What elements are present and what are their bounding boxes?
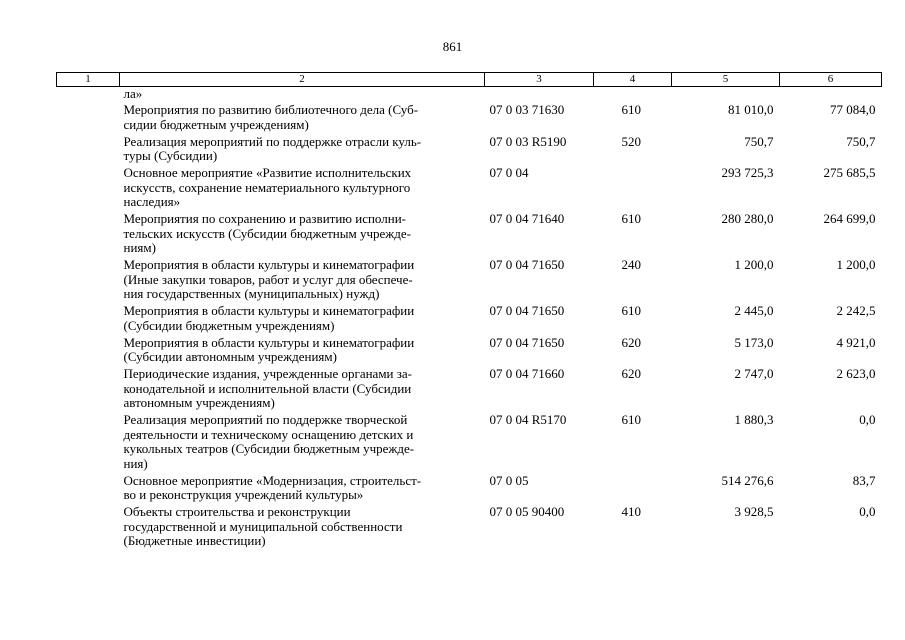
row-expense-type: 520 [621,133,641,149]
row-code: 07 0 04 71650 [489,303,565,318]
row-amount-1: 514 276,6 [721,472,774,488]
row-spacer-cell [57,258,120,304]
table-row [57,413,882,474]
row-spacer-cell [57,166,120,212]
row-name: Периодические издания, учрежденные органами за- конодательной и исполнительной власти (Субсидии автономным учреждениям) [123,366,412,410]
row-spacer-cell [57,212,120,258]
table-row [57,258,882,304]
row-code: 07 0 05 90400 [489,504,565,519]
row-amount-1: 293 725,3 [721,165,774,180]
row-name: Мероприятия по сохранению и развитию исполни- тельских искусств (Субсидии бюджетным учрежде- ниям) [123,211,411,255]
column-header-3: 3 [485,73,594,87]
row-code: 07 0 04 71650 [489,334,565,350]
row-amount-1: 1 200,0 [734,257,774,272]
row-amount-2: 1 200,0 [836,257,876,272]
row-expense-type [594,166,672,212]
row-spacer-cell [57,304,120,336]
column-header-6: 6 [780,73,882,87]
row-expense-type: 240 [621,257,641,272]
row-expense-type: 410 [621,504,641,519]
row-expense-type: 610 [621,303,641,318]
table-row [57,87,882,104]
row-amount-2: 2 623,0 [836,366,876,381]
row-amount-1: 5 173,0 [734,334,774,350]
table-row [57,135,882,167]
row-code: 07 0 04 [489,165,529,180]
row-amount-1: 81 010,0 [728,102,774,117]
row-amount-1: 280 280,0 [721,211,774,226]
row-name: ла» [123,86,143,101]
row-spacer-cell [57,505,120,551]
table-row [57,505,882,551]
row-spacer-cell [57,336,120,368]
row-expense-type [594,474,672,506]
row-expense-type: 610 [621,412,641,427]
table-row [57,304,882,336]
table-row [57,367,882,413]
page-number: 861 [442,39,463,54]
row-amount-2: 83,7 [852,472,876,488]
row-spacer-cell [57,367,120,413]
row-amount-1: 2 747,0 [734,366,774,381]
table-row [57,103,882,135]
row-code: 07 0 04 71660 [489,366,565,381]
header-row [57,73,882,87]
row-name: Объекты строительства и реконструкции государственной и муниципальной собственности (Бюджетные инвестиции) [123,504,403,548]
row-spacer-cell [57,103,120,135]
row-name: Основное мероприятие «Развитие исполнительских искусств, сохранение нематериального культурного наследия» [123,165,412,209]
row-amount-2 [780,87,882,104]
row-amount-2: 275 685,5 [823,165,876,180]
row-spacer-cell [57,135,120,167]
table-row [57,336,882,368]
row-name: Реализация мероприятий по поддержке отрасли куль- туры (Субсидии) [123,133,422,163]
row-code [485,87,594,104]
row-name: Мероприятия в области культуры и кинематографии (Субсидии автономным учреждениям) [123,334,415,364]
row-spacer-cell [57,87,120,104]
row-amount-1 [672,87,780,104]
row-amount-2: 77 084,0 [830,102,876,117]
row-amount-1: 2 445,0 [734,303,774,318]
row-spacer-cell [57,474,120,506]
row-code: 07 0 04 71640 [489,211,565,226]
row-expense-type: 610 [621,211,641,226]
row-amount-1: 1 880,3 [734,412,774,427]
row-amount-2: 0,0 [859,412,876,427]
row-amount-2: 264 699,0 [823,211,876,226]
row-name: Мероприятия в области культуры и кинематографии (Иные закупки товаров, работ и услуг для обеспече- ния государственных (муниципальных) нужд) [123,257,415,301]
row-amount-2: 750,7 [846,133,876,149]
column-header-1: 1 [57,73,120,87]
row-code: 07 0 03 71630 [489,102,565,117]
column-header-4: 4 [594,73,672,87]
table-row [57,212,882,258]
row-amount-2: 0,0 [859,504,876,519]
row-spacer-cell [57,413,120,474]
table-row [57,474,882,506]
row-code: 07 0 04 71650 [489,257,565,272]
row-name: Мероприятия по развитию библиотечного дела (Суб- сидии бюджетным учреждениям) [123,102,419,132]
table-header [57,73,882,87]
row-code: 07 0 04 R5170 [489,412,567,427]
row-expense-type [594,87,672,104]
row-code: 07 0 05 [489,472,529,488]
table-row [57,166,882,212]
column-header-5: 5 [672,73,780,87]
table-body [57,87,882,552]
row-amount-2: 2 242,5 [836,303,876,318]
row-expense-type: 620 [621,366,641,381]
column-header-2: 2 [120,73,485,87]
row-expense-type: 610 [621,102,641,117]
row-amount-1: 3 928,5 [734,504,774,519]
row-amount-2: 4 921,0 [836,334,876,350]
budget-table [56,72,882,551]
row-name: Реализация мероприятий по поддержке творческой деятельности и техническому оснащению детских и кукольных театров (Субсидии бюджетным учрежде- ния) [123,412,415,471]
row-name: Мероприятия в области культуры и кинематографии (Субсидии бюджетным учреждениям) [123,303,415,333]
row-amount-1: 750,7 [744,133,774,149]
row-code: 07 0 03 R5190 [489,133,567,149]
row-expense-type: 620 [621,334,641,350]
row-name: Основное мероприятие «Модернизация, строительст- во и реконструкция учреждений культуры» [123,472,422,502]
